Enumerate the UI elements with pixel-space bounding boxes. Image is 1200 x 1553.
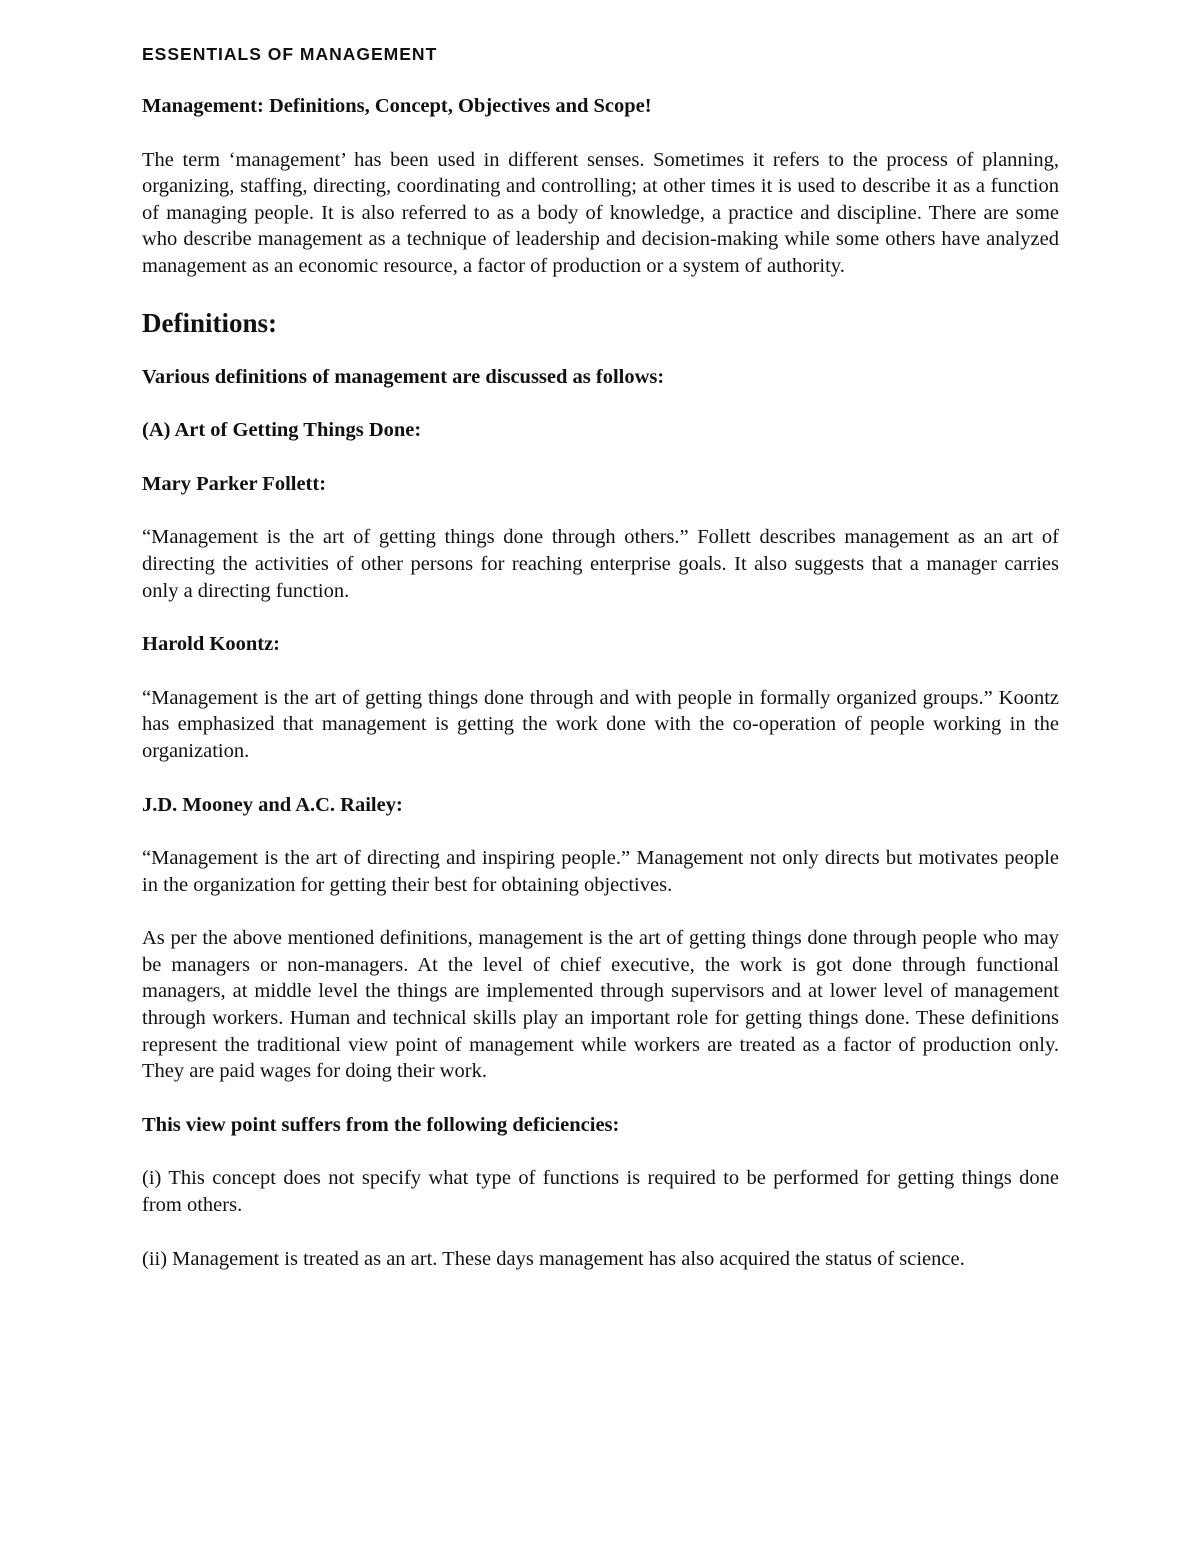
mooney-railey-definition: “Management is the art of directing and inspiring people.” Management not only directs but motivates people in the organization for getting their best for obtaining objectives.	[142, 847, 1059, 896]
document-title: ESSENTIALS OF MANAGEMENT	[142, 44, 438, 64]
deficiency-item-2: (ii) Management is treated as an art. These days management has also acquired the status of science.	[142, 1247, 965, 1270]
definitions-heading: Definitions:	[142, 307, 277, 338]
koontz-definition: “Management is the art of getting things done through and with people in formally organized groups.” Koontz has emphasized that management is getting the work done with the co-operation of people working in the organization.	[142, 686, 1059, 762]
deficiencies-heading: This view point suffers from the following deficiencies:	[142, 1113, 620, 1136]
art-heading: (A) Art of Getting Things Done:	[142, 419, 422, 442]
mooney-railey-name: J.D. Mooney and A.C. Railey:	[142, 793, 403, 816]
summary-paragraph: As per the above mentioned definitions, management is the art of getting things done through people who may be managers or non-managers. At the level of chief executive, the work is got done through functional managers, at middle level the things are implemented through supervisors and at lower level of management through workers. Human and technical skills play an important role for getting things done. These definitions represent the traditional view point of management while workers are treated as a factor of production only. They are paid wages for doing their work.	[142, 927, 1059, 1083]
document-subtitle: Management: Definitions, Concept, Objectives and Scope!	[142, 95, 652, 117]
document-body	[142, 42, 1059, 1299]
follett-name: Mary Parker Follett:	[142, 472, 327, 495]
intro-paragraph: The term ‘management’ has been used in different senses. Sometimes it refers to the process of planning, organizing, staffing, directing, coordinating and controlling; at other times it is used to describe it as a function of managing people. It is also referred to as a body of knowledge, a practice and discipline. There are some who describe management as a technique of leadership and decision-making while some others have analyzed management as an economic resource, a factor of production or a system of authority.	[142, 148, 1059, 277]
definitions-lead: Various definitions of management are discussed as follows:	[142, 365, 665, 388]
deficiency-item-1: (i) This concept does not specify what type of functions is required to be performed for getting things done from others.	[142, 1167, 1059, 1217]
follett-definition: “Management is the art of getting things done through others.” Follett describes management as an art of directing the activities of other persons for reaching enterprise goals. It also suggests that a manager carries only a directing function.	[142, 526, 1059, 602]
koontz-name: Harold Koontz:	[142, 633, 280, 656]
